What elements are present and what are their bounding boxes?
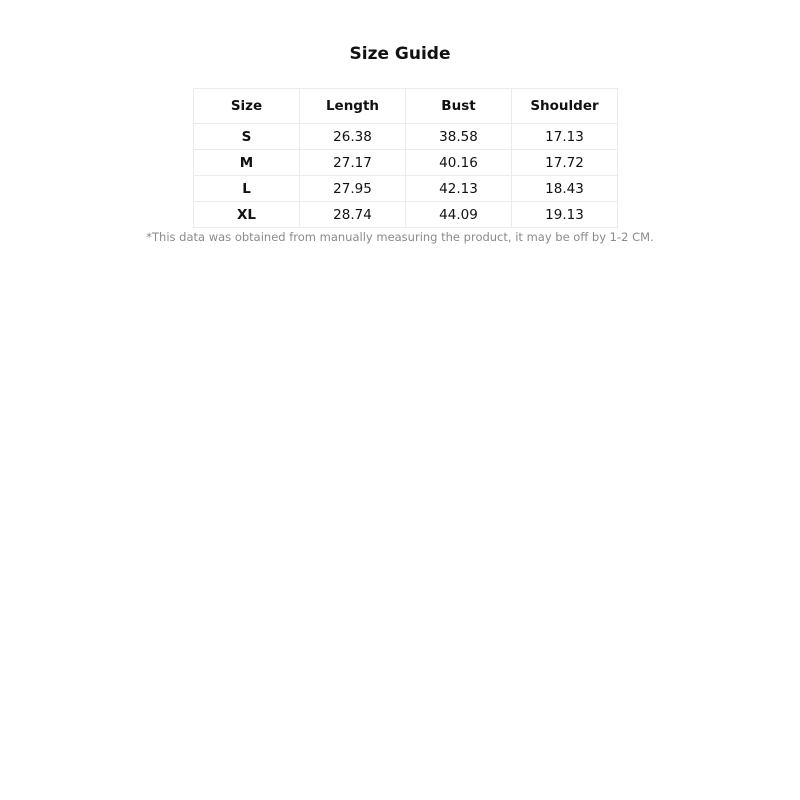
length-cell: 27.17 bbox=[300, 150, 406, 176]
bust-cell: 38.58 bbox=[406, 124, 512, 150]
table-row bbox=[194, 150, 618, 176]
size-guide-table bbox=[193, 88, 618, 228]
length-cell: 28.74 bbox=[300, 202, 406, 228]
header-size: Size bbox=[194, 89, 300, 124]
length-cell: 26.38 bbox=[300, 124, 406, 150]
header-length: Length bbox=[300, 89, 406, 124]
header-shoulder: Shoulder bbox=[512, 89, 618, 124]
shoulder-cell: 17.72 bbox=[512, 150, 618, 176]
bust-cell: 44.09 bbox=[406, 202, 512, 228]
table-row bbox=[194, 202, 618, 228]
header-bust: Bust bbox=[406, 89, 512, 124]
size-cell: S bbox=[194, 124, 300, 150]
measurement-disclaimer: *This data was obtained from manually measuring the product, it may be off by 1-2 CM. bbox=[146, 230, 654, 244]
size-cell: M bbox=[194, 150, 300, 176]
bust-cell: 40.16 bbox=[406, 150, 512, 176]
shoulder-cell: 17.13 bbox=[512, 124, 618, 150]
size-cell: L bbox=[194, 176, 300, 202]
table-header-row bbox=[194, 89, 618, 124]
table-row bbox=[194, 124, 618, 150]
bust-cell: 42.13 bbox=[406, 176, 512, 202]
table-row bbox=[194, 176, 618, 202]
length-cell: 27.95 bbox=[300, 176, 406, 202]
shoulder-cell: 19.13 bbox=[512, 202, 618, 228]
shoulder-cell: 18.43 bbox=[512, 176, 618, 202]
page-title: Size Guide bbox=[349, 44, 451, 64]
size-cell: XL bbox=[194, 202, 300, 228]
